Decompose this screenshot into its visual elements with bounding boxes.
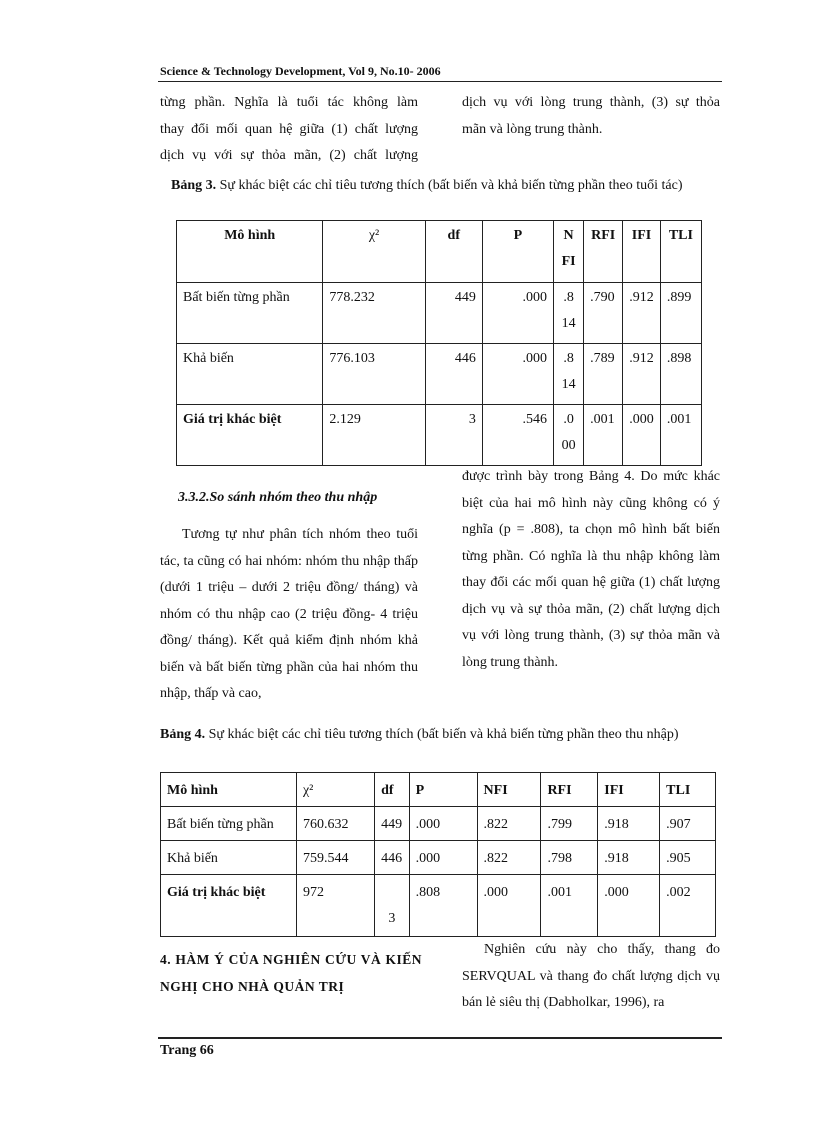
cell: .799 (541, 807, 598, 841)
header-cell: df (375, 773, 409, 807)
table-row (161, 807, 716, 841)
table3 (176, 220, 702, 466)
top-right-text (462, 90, 720, 143)
cell: .000 (409, 841, 477, 875)
cell: .002 (660, 875, 716, 937)
header-cell: Mô hình (161, 773, 297, 807)
cell: .798 (541, 841, 598, 875)
cell: Bất biến từng phần (177, 283, 323, 344)
cell: .000 (409, 807, 477, 841)
table-row (161, 841, 716, 875)
cell: .808 (409, 875, 477, 937)
cell: .000 (482, 283, 553, 344)
header-cell: NFI (554, 221, 584, 283)
header-cell: IFI (598, 773, 660, 807)
table3-caption-text: Sự khác biệt các chỉ tiêu tương thích (bất biến và khả biến từng phần theo tuổi tác) (216, 178, 683, 193)
table-header-row (161, 773, 716, 807)
mid-right-paragraph (462, 464, 720, 676)
cell: .822 (477, 807, 541, 841)
table4-caption-label: Bảng 4. (160, 727, 206, 742)
cell: .546 (482, 405, 553, 466)
cell: 778.232 (323, 283, 425, 344)
text-line: dịch vụ với lòng trung thành, (3) sự thỏa (462, 95, 720, 110)
header-cell: df (425, 221, 482, 283)
header-cell: RFI (584, 221, 623, 283)
cell: Khả biến (177, 344, 323, 405)
cell: 3 (375, 875, 409, 937)
table-header-row (177, 221, 702, 283)
cell: .912 (623, 283, 661, 344)
footer-rule (158, 1037, 722, 1039)
table-row (177, 405, 702, 466)
header-cell: NFI (477, 773, 541, 807)
cell: .822 (477, 841, 541, 875)
header-cell: P (482, 221, 553, 283)
paragraph: Tương tự như phân tích nhóm theo tuổi tác, ta cũng có hai nhóm: nhóm thu nhập thấp (dưới 1 triệu – dưới 2 triệu đồng/ tháng) và nhóm có thu nhập cao (2 triệu đồng- 4 triệu đồng/ tháng). Kết quả kiểm định nhóm khả biến và bất biến từng phần của hai nhóm thu nhập, thấp và cao, (160, 527, 418, 701)
cell: .001 (584, 405, 623, 466)
cell: .000 (554, 405, 584, 466)
cell: 449 (375, 807, 409, 841)
cell: 3 (425, 405, 482, 466)
cell: 759.544 (296, 841, 374, 875)
journal-header: Science & Technology Development, Vol 9, No.10- 2006 (160, 64, 441, 78)
cell: Giá trị khác biệt (177, 405, 323, 466)
cell: 449 (425, 283, 482, 344)
cell: .000 (477, 875, 541, 937)
cell: .912 (623, 344, 661, 405)
cell: 446 (425, 344, 482, 405)
header-cell: TLI (660, 221, 701, 283)
cell: Giá trị khác biệt (161, 875, 297, 937)
table4 (160, 772, 716, 937)
header-cell: IFI (623, 221, 661, 283)
header-cell: P (409, 773, 477, 807)
header-cell: TLI (660, 773, 716, 807)
cell: .905 (660, 841, 716, 875)
top-left-text (160, 90, 418, 170)
cell: .907 (660, 807, 716, 841)
section-title: 4. HÀM Ý CỦA NGHIÊN CỨU VÀ KIẾN NGHỊ CHO NHÀ QUẢN TRỊ (160, 952, 422, 994)
header-cell: χ² (323, 221, 425, 283)
cell: .918 (598, 807, 660, 841)
mid-left-paragraph (160, 522, 418, 708)
cell: .814 (554, 344, 584, 405)
table4-caption (160, 727, 679, 743)
cell: .000 (482, 344, 553, 405)
table3-caption-label: Bảng 3. (171, 178, 217, 193)
header-cell: RFI (541, 773, 598, 807)
cell: 760.632 (296, 807, 374, 841)
cell: .790 (584, 283, 623, 344)
page-number: Trang 66 (160, 1043, 214, 1058)
cell: 972 (296, 875, 374, 937)
header-cell: Mô hình (177, 221, 323, 283)
table4-caption-text: Sự khác biệt các chỉ tiêu tương thích (bất biến và khả biến từng phần theo thu nhập) (205, 727, 679, 742)
cell: .789 (584, 344, 623, 405)
text-line: thay đổi mối quan hệ giữa (1) chất lượng (160, 121, 418, 137)
header-cell: χ² (296, 773, 374, 807)
table-row (177, 283, 702, 344)
cell: Khả biến (161, 841, 297, 875)
bottom-right-paragraph (462, 937, 720, 1017)
cell: .001 (541, 875, 598, 937)
table-row (161, 875, 716, 937)
cell: .899 (660, 283, 701, 344)
text-line: mãn và lòng trung thành. (462, 121, 603, 137)
cell: .000 (623, 405, 661, 466)
table-row (177, 344, 702, 405)
cell: 446 (375, 841, 409, 875)
cell: .918 (598, 841, 660, 875)
text-line: từng phần. Nghĩa là tuổi tác không làm (160, 95, 418, 110)
cell: .001 (660, 405, 701, 466)
text-line: dịch vụ với sự thỏa mãn, (2) chất lượng (160, 148, 418, 163)
header-rule (158, 81, 722, 82)
cell: .000 (598, 875, 660, 937)
subheading: 3.3.2.So sánh nhóm theo thu nhập (178, 490, 378, 505)
paragraph: được trình bày trong Bảng 4. Do mức khác biệt của hai mô hình này cũng không có ý nghĩa (p = .808), ta chọn mô hình bất biến từng phần. Có nghĩa là thu nhập không làm thay đổi các mối quan hệ giữa (1) chất lượng dịch vụ và sự thỏa mãn, (2) chất lượng dịch vụ với lòng trung thành, (3) sự thỏa mãn và lòng trung thành. (462, 469, 720, 670)
cell: .814 (554, 283, 584, 344)
cell: 2.129 (323, 405, 425, 466)
table3-caption (171, 178, 683, 194)
cell: .898 (660, 344, 701, 405)
paragraph: Nghiên cứu này cho thấy, thang đo SERVQUAL và thang đo chất lượng dịch vụ bán lẻ siêu thị (Dabholkar, 1996), ra (462, 942, 720, 1010)
cell: 776.103 (323, 344, 425, 405)
cell: Bất biến từng phần (161, 807, 297, 841)
